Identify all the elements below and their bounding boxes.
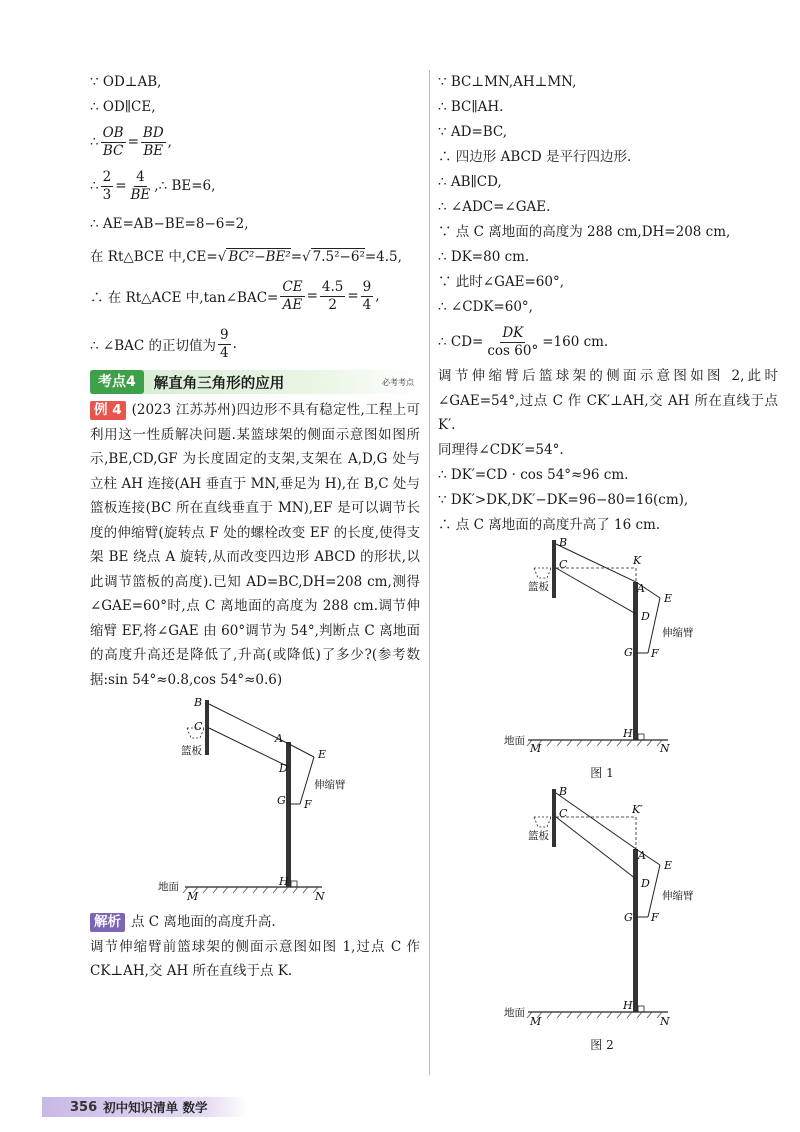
label-E: E [318, 748, 327, 761]
column-divider [429, 70, 430, 1075]
label-C: C [559, 557, 568, 571]
label-G: G [624, 910, 633, 924]
solution-step: ∴ BC∥AH. [438, 99, 504, 115]
solution-step: ∵ AD=BC, [438, 124, 508, 140]
label-D: D [279, 762, 288, 775]
fraction: $\frac{OB}{BC}$ [102, 124, 124, 159]
label-H: H [279, 875, 289, 888]
fraction: $\frac{9}{4}$ [362, 278, 372, 313]
label-M: M [530, 741, 542, 755]
label-ground: 地面 [504, 1006, 525, 1019]
solution-step: ∵ OD⊥AB, [90, 74, 162, 90]
example-tag: 例 4 [90, 401, 126, 420]
page-footer [42, 1097, 248, 1117]
example-problem [90, 398, 420, 692]
solution-step: 调节伸缩臂后篮球架的侧面示意图如图 2,此时∠GAE=54°,过点 C 作 CK′⊥AH,交 AH 所在直线于点 K′. [438, 368, 778, 433]
figure-1-caption: 图 1 [590, 765, 614, 780]
label-N: N [660, 1014, 670, 1028]
label-arm: 伸缩臂 [662, 626, 694, 639]
page-number: 356 [70, 1099, 98, 1115]
fraction: $\frac{2}{3}$ [102, 168, 112, 203]
solution-step: ∴ $\frac{OB}{BC}$ = $\frac{BD}{BE}$ , [90, 124, 172, 159]
solution-step: ∴ OD∥CE, [90, 99, 156, 115]
label-K-prime: K′ [632, 802, 643, 816]
label-E: E [664, 591, 673, 605]
label-F: F [304, 798, 312, 811]
footer-bar [42, 1097, 248, 1117]
right-column [438, 70, 778, 1053]
label-N: N [315, 890, 325, 902]
label-backboard: 篮板 [181, 745, 202, 757]
label-A: A [275, 732, 283, 745]
fraction: $\frac{4}{BE}$ [130, 168, 151, 203]
solution-step: ∵ 此时∠GAE=60°, [438, 274, 565, 290]
label-E: E [664, 858, 673, 872]
solution-step: ∴ CD= $\frac{DK}{\cos 60^\circ}$ =160 cm. [438, 324, 609, 359]
solution-step: ∴ ∠ADC=∠GAE. [438, 199, 551, 215]
solution-step: 同理得∠CDK′=54°. [438, 441, 564, 458]
analysis: 解析 点 C 离地面的高度升高. [90, 910, 420, 935]
topic-note: 必考考点 [382, 377, 414, 387]
fraction: $\frac{BD}{BE}$ [142, 124, 164, 159]
basketball-stand-figure [90, 692, 420, 902]
solution-step: ∴ 四边形 ABCD 是平行四边形. [438, 149, 632, 165]
figure-2 [438, 787, 778, 1032]
solution-step: ∴ DK′=CD · cos 54°≈96 cm. [438, 466, 629, 483]
solution-step: 在 Rt△BCE 中,CE=√ BC²−BE²=√ 7.5²−6²=4.5, [90, 249, 402, 265]
label-D: D [641, 609, 650, 623]
fraction: $\frac{CE}{AE}$ [282, 278, 303, 313]
topic-header [90, 370, 420, 394]
fraction: $\frac{DK}{\cos 60^\circ}$ [487, 324, 539, 359]
book-title: 初中知识清单 数学 [103, 1100, 208, 1115]
solution-step: ∴ 在 Rt△ACE 中,tan∠BAC= $\frac{CE}{AE}$ = $\frac{4.5}{2}$ = $\frac{9}{4}$ , [90, 278, 380, 313]
label-ground: 地面 [158, 881, 179, 893]
label-ground: 地面 [504, 734, 525, 747]
analysis-text: 调节伸缩臂前篮球架的侧面示意图如图 1,过点 C 作 CK⊥AH,交 AH 所在直线于点 K. [90, 938, 420, 979]
label-A: A [638, 848, 646, 862]
label-B: B [559, 786, 568, 798]
solution-step: ∴ ∠BAC 的正切值为 $\frac{9}{4}$ . [90, 326, 237, 361]
label-N: N [660, 741, 670, 755]
solution-step: ∴ AB∥CD, [438, 174, 502, 190]
analysis-tag: 解析 [90, 913, 125, 932]
example-text: (2023 江苏苏州)四边形不具有稳定性,工程上可利用这一性质解决问题.某篮球架的侧面示意图如图所示,BE,CD,GF 为长度固定的支架,支架在 A,D,G 处与立柱 AH 连接(AH 垂直于 MN,垂足为 H),在 B,C 处与篮板连接(BC 所在直线垂直于 MN),EF 是可以调节长度的伸缩臂(旋转点 F 处的螺栓改变 EF 的长度,使得支架 BE 绕点 A 旋转,从而改变四边形 ABCD 的形状,以此调节篮板的高度).已知 AD=BC,DH=208 cm,测得∠GAE=60°时,点 C 离地面的高度为 288 cm.调节伸缩臂 EF,将∠GAE 由 60°调节为 54°,判断点 C 离地面的高度升高还是降低了,升高(或降低)了多少?(参考数据:sin 54°≈0.8,cos 54°≈0.6) [90, 402, 420, 688]
label-G: G [277, 794, 286, 807]
label-backboard: 篮板 [528, 829, 549, 842]
label-B: B [194, 696, 203, 709]
label-H: H [623, 726, 633, 740]
label-C: C [559, 806, 568, 820]
label-backboard: 篮板 [528, 580, 549, 593]
label-D: D [641, 876, 650, 890]
fraction: $\frac{4.5}{2}$ [321, 278, 344, 313]
topic-title: 解直角三角形的应用 [153, 375, 285, 392]
label-K: K [633, 553, 642, 567]
label-H: H [623, 998, 633, 1012]
left-column [90, 70, 420, 984]
label-B: B [559, 537, 568, 549]
label-M: M [187, 890, 199, 902]
label-F: F [651, 910, 659, 924]
label-M: M [530, 1014, 542, 1028]
label-A: A [637, 581, 645, 595]
solution-step: ∴ 点 C 离地面的高度升高了 16 cm. [438, 516, 661, 533]
label-F: F [651, 646, 659, 660]
solution-step: ∴ ∠CDK=60°, [438, 299, 533, 315]
label-arm: 伸缩臂 [662, 889, 694, 902]
label-G: G [624, 645, 633, 659]
solution-step: ∴ DK=80 cm. [438, 249, 530, 265]
label-arm: 伸缩臂 [314, 779, 346, 791]
solution-step: ∵ 点 C 离地面的高度为 288 cm,DH=208 cm, [438, 224, 731, 240]
figure-2-caption: 图 2 [590, 1037, 614, 1052]
fraction: $\frac{9}{4}$ [219, 326, 229, 361]
solution-step: ∵ DK′>DK,DK′−DK=96−80=16(cm), [438, 491, 689, 508]
solution-step: ∴ $\frac{2}{3}$ = $\frac{4}{BE}$ ,∴ BE=6, [90, 168, 216, 203]
label-C: C [194, 720, 203, 733]
solution-step: ∴ AE=AB−BE=8−6=2, [90, 216, 249, 232]
topic-tag: 考点4 [90, 370, 144, 394]
figure-1 [438, 538, 778, 760]
solution-step: ∵ BC⊥MN,AH⊥MN, [438, 74, 577, 90]
